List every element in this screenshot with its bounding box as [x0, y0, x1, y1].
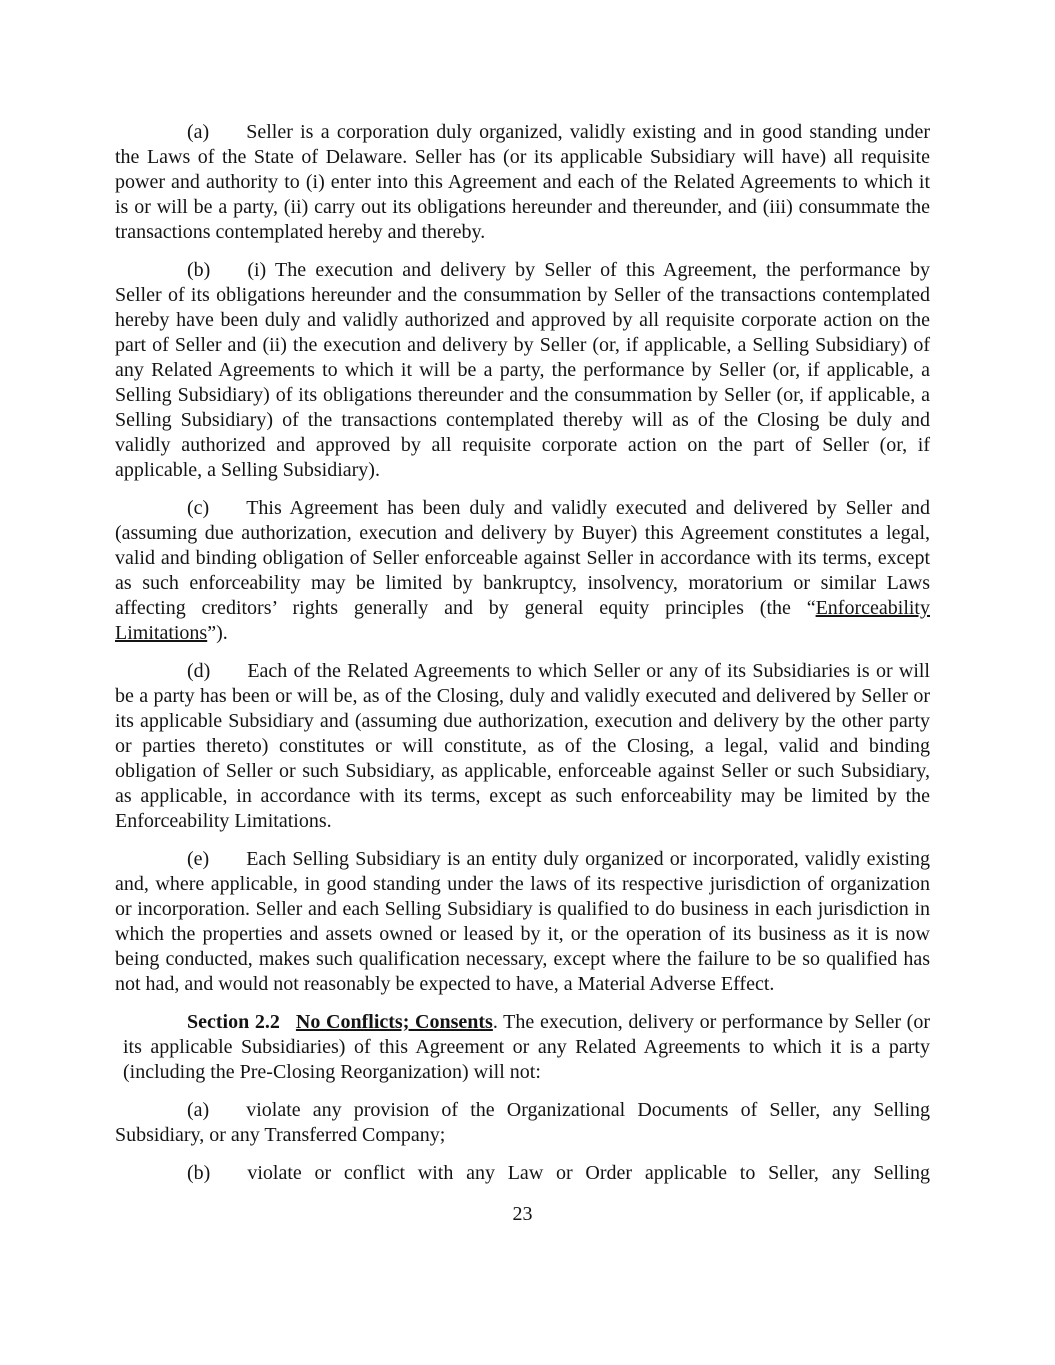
- section-number: Section 2.2: [187, 1011, 280, 1033]
- paragraph-text: violate any provision of the Organizational Documents of Seller, any Selling Subsidiary, or any Transferred Company;: [115, 1099, 930, 1146]
- page-number: 23: [512, 1203, 533, 1225]
- paragraph-text: Each Selling Subsidiary is an entity duly organized or incorporated, validly existing and, where applicable, in good standing under the laws of its respective jurisdiction of organization or incorporation. Seller and each Selling Subsidiary is qualified to do business in each jurisdiction in which the properties and assets owned or leased by it, or the operation of its business as it is now being conducted, makes such qualification necessary, except where the failure to be so qualified has not had, and would not reasonably be expected to have, a Material Adverse Effect.: [115, 848, 930, 995]
- paragraph-c-enforceability: [115, 496, 930, 646]
- paragraph-text: This Agreement has been duly and validly executed and delivered by Seller and (assuming due authorization, execution and delivery by Buyer) this Agreement constitutes a legal, valid and binding obligation of Seller enforceable against Seller in accordance with its terms, except as such enforceability may be limited by bankruptcy, insolvency, moratorium or similar Laws affecting creditors’ rights generally and by general equity principles (the “: [115, 497, 930, 619]
- paragraph-a-corporate-standing: [115, 120, 930, 245]
- paragraph-b-authorization: [115, 258, 930, 483]
- paragraph-text: Seller is a corporation duly organized, validly existing and in good standing under the Laws of the State of Delaware. Seller has (or its applicable Subsidiary will have) all requisite power and authority to (i) enter into this Agreement and each of the Related Agreements to which it is or will be a party, (ii) carry out its obligations hereunder and thereunder, and (iii) consummate the transactions contemplated hereby and thereby.: [115, 121, 930, 243]
- paragraph-label: (c): [187, 497, 210, 519]
- paragraph-d-related-agreements: [115, 659, 930, 834]
- paragraph-label: (b): [187, 1162, 211, 1184]
- paragraph-label: (a): [187, 121, 210, 143]
- paragraph-a-violate-organizational-documents: [115, 1098, 930, 1148]
- paragraph-b-violate-law-order: [115, 1161, 930, 1186]
- paragraph-label: (d): [187, 660, 211, 682]
- paragraph-text: (i) The execution and delivery by Seller of this Agreement, the performance by Seller of its obligations hereunder and the consummation by Seller of the transactions contemplated hereby have been duly and validly authorized and approved by all requisite corporate action on the part of Seller and (ii) the execution and delivery by Seller (or, if applicable, a Selling Subsidiary) of any Related Agreements to which it will be a party, the performance by Seller (or, if applicable, a Selling Subsidiary) of its obligations thereunder and the consummation by Seller (or, if applicable, a Selling Subsidiary) of the transactions contemplated thereby will as of the Closing be duly and validly authorized and approved by all requisite corporate action on the part of Seller (or, if applicable, a Selling Subsidiary).: [115, 259, 930, 481]
- section-2-2-no-conflicts: [123, 1010, 930, 1085]
- paragraph-label: (b): [187, 259, 211, 281]
- paragraph-label: (a): [187, 1099, 210, 1121]
- paragraph-label: (e): [187, 848, 210, 870]
- section-text: . The execution, delivery or performance by Seller (or its applicable Subsidiaries) of this Agreement or any Related Agreements to which it is a party (including the Pre-Closing Reorganization) will not:: [123, 1011, 931, 1083]
- section-title: No Conflicts; Consents: [295, 1011, 493, 1033]
- paragraph-text: Each of the Related Agreements to which Seller or any of its Subsidiaries is or will be a party has been or will be, as of the Closing, duly and validly executed and delivered by Seller or its applicable Subsidiary and (assuming due authorization, execution and delivery by the other party or parties thereto) constitutes or will constitute, as of the Closing, a legal, valid and binding obligation of Seller or such Subsidiary, as applicable, enforceable against Seller or such Subsidiary, as applicable, in accordance with its terms, except as such enforceability may be limited by the Enforceability Limitations.: [115, 660, 930, 832]
- paragraph-text: ”).: [207, 622, 228, 644]
- paragraph-text: violate or conflict with any Law or Order applicable to Seller, any Selling: [247, 1162, 930, 1184]
- defined-term-enforceability-limitations: Enforceability Limitations: [115, 597, 930, 644]
- paragraph-e-selling-subsidiary: [115, 847, 930, 997]
